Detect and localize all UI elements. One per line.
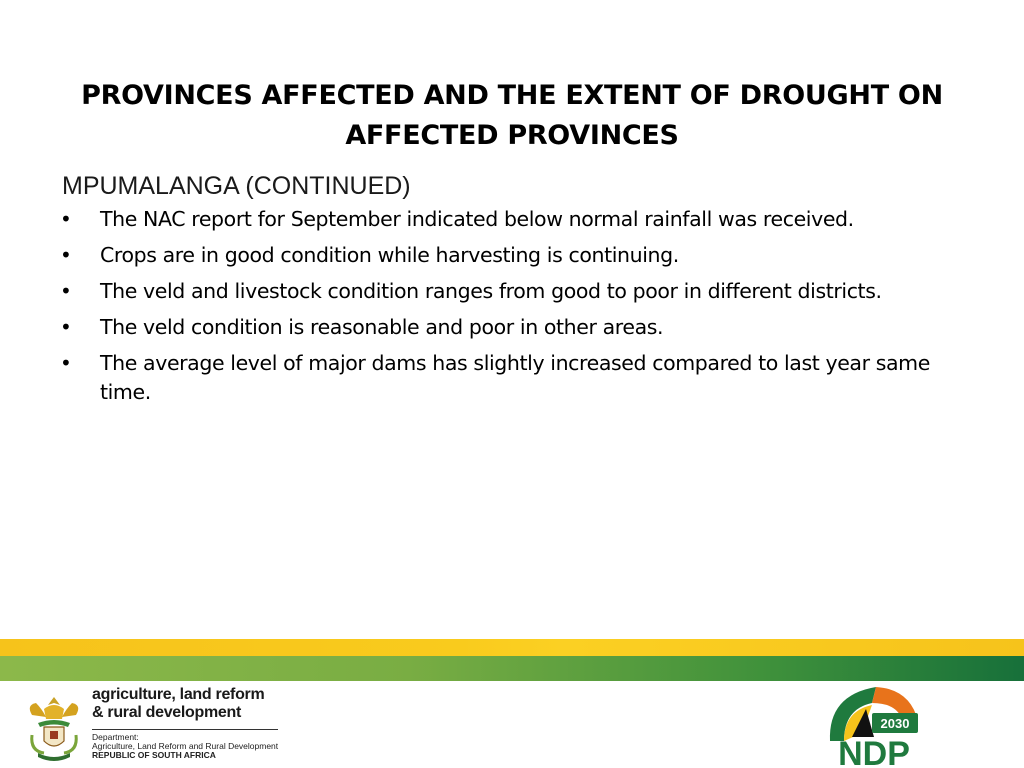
bullet-item <box>60 277 980 306</box>
footer-band-yellow <box>0 639 1024 656</box>
bullet-item <box>60 241 980 270</box>
coat-of-arms-icon <box>24 695 84 763</box>
bullet-icon: • <box>60 243 72 267</box>
bullet-icon: • <box>60 207 72 231</box>
country-name: REPUBLIC OF SOUTH AFRICA <box>92 750 216 760</box>
bullet-text: The NAC report for September indicated below normal rainfall was received. <box>100 207 854 231</box>
bullet-icon: • <box>60 279 72 303</box>
department-label: Department: <box>92 732 139 742</box>
slide-title: PROVINCES AFFECTED AND THE EXTENT OF DROUGHT ON AFFECTED PROVINCES <box>81 80 943 152</box>
bullet-text: The veld and livestock condition ranges from good to poor in different districts. <box>100 279 882 303</box>
department-divider <box>92 729 278 730</box>
ndp-2030-logo-icon <box>822 681 922 768</box>
footer-band-green <box>0 656 1024 681</box>
department-full-name: Agriculture, Land Reform and Rural Development <box>92 741 279 751</box>
bullet-item <box>60 349 980 407</box>
department-name <box>92 686 264 722</box>
ndp-year: 2030 <box>880 716 910 731</box>
bullet-text: Crops are in good condition while harvesting is continuing. <box>100 243 679 267</box>
bullet-text: The veld condition is reasonable and poor in other areas. <box>100 315 664 339</box>
footer <box>0 681 1024 768</box>
bullet-item <box>60 313 980 342</box>
bullet-text: The average level of major dams has slightly increased compared to last year same time. <box>100 351 930 404</box>
section-heading: MPUMALANGA (CONTINUED) <box>62 172 411 200</box>
department-name-line1: agriculture, land reform <box>92 686 265 703</box>
bullet-list <box>60 205 980 414</box>
bullet-icon: • <box>60 351 72 375</box>
bullet-item <box>60 205 980 234</box>
bullet-icon: • <box>60 315 72 339</box>
department-name-line2: & rural development <box>92 704 242 721</box>
ndp-text: NDP <box>838 735 910 768</box>
